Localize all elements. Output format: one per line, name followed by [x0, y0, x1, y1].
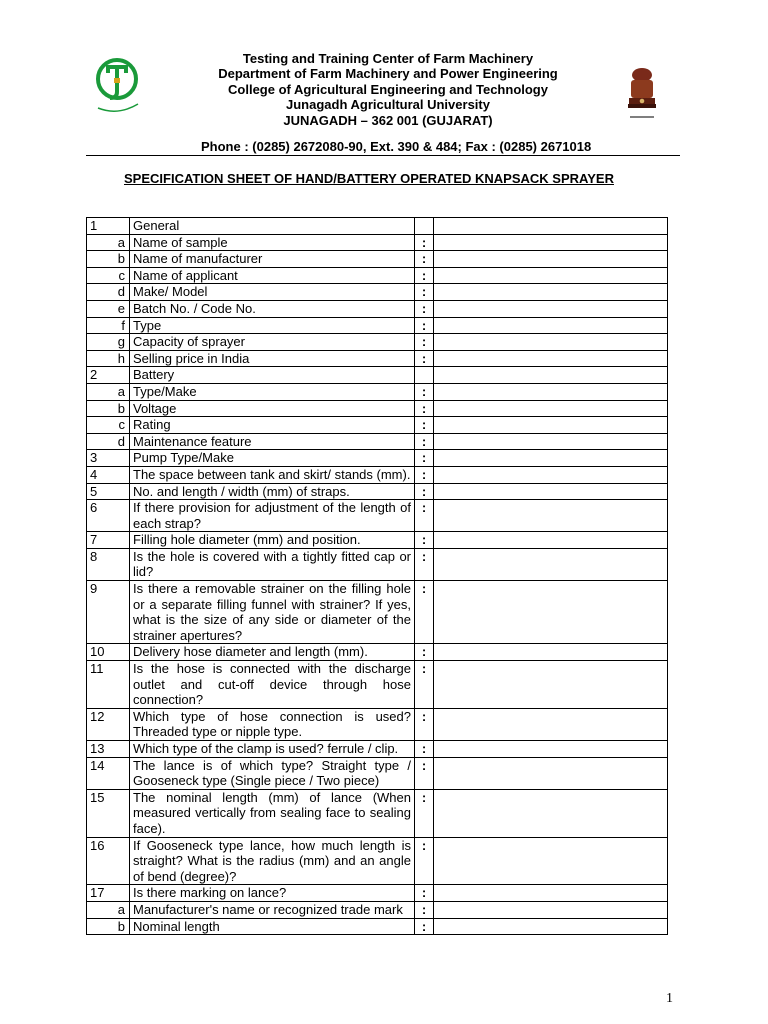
item-number: a	[87, 234, 130, 251]
value-cell[interactable]	[434, 433, 668, 450]
value-cell[interactable]	[434, 466, 668, 483]
separator-colon: :	[415, 708, 434, 740]
separator-colon: :	[415, 885, 434, 902]
item-description: Pump Type/Make	[130, 450, 415, 467]
item-description: Make/ Model	[130, 284, 415, 301]
item-description: Battery	[130, 367, 415, 384]
item-number: 9	[87, 581, 130, 644]
item-description: General	[130, 218, 415, 235]
table-row	[87, 317, 668, 334]
separator-colon: :	[415, 757, 434, 789]
item-number: f	[87, 317, 130, 334]
value-cell[interactable]	[434, 218, 668, 235]
value-cell[interactable]	[434, 383, 668, 400]
item-description: Nominal length	[130, 918, 415, 935]
item-number: c	[87, 417, 130, 434]
item-description: The space between tank and skirt/ stands (mm).	[130, 466, 415, 483]
university-logo-icon	[94, 56, 142, 118]
separator-colon: :	[415, 483, 434, 500]
table-row	[87, 350, 668, 367]
item-number: d	[87, 284, 130, 301]
item-number: 8	[87, 548, 130, 580]
table-row	[87, 267, 668, 284]
national-emblem-icon	[622, 63, 662, 125]
separator-colon: :	[415, 581, 434, 644]
table-row	[87, 500, 668, 532]
separator-colon: :	[415, 644, 434, 661]
separator-colon: :	[415, 548, 434, 580]
separator-colon: :	[415, 918, 434, 935]
table-row	[87, 334, 668, 351]
item-number: h	[87, 350, 130, 367]
page-number: 1	[666, 991, 673, 1006]
item-description: Filling hole diameter (mm) and position.	[130, 532, 415, 549]
contact-line: Phone : (0285) 2672080-90, Ext. 390 & 484; Fax : (0285) 2671018	[201, 139, 592, 154]
item-number: 3	[87, 450, 130, 467]
value-cell[interactable]	[434, 757, 668, 789]
value-cell[interactable]	[434, 708, 668, 740]
separator-colon: :	[415, 901, 434, 918]
table-row	[87, 251, 668, 268]
header-line: Testing and Training Center of Farm Machinery	[242, 51, 534, 66]
item-description: Capacity of sprayer	[130, 334, 415, 351]
table-row	[87, 300, 668, 317]
table-row	[87, 532, 668, 549]
value-cell[interactable]	[434, 417, 668, 434]
item-description: Type	[130, 317, 415, 334]
item-description: Name of manufacturer	[130, 251, 415, 268]
table-row	[87, 885, 668, 902]
institution-header	[150, 51, 626, 128]
separator-colon: :	[415, 267, 434, 284]
separator-colon: :	[415, 450, 434, 467]
item-number: a	[87, 383, 130, 400]
item-number: 13	[87, 741, 130, 758]
item-description: Name of sample	[130, 234, 415, 251]
specification-table	[86, 217, 668, 935]
separator-colon: :	[415, 334, 434, 351]
value-cell[interactable]	[434, 300, 668, 317]
value-cell[interactable]	[434, 741, 668, 758]
value-cell[interactable]	[434, 334, 668, 351]
item-description: The nominal length (mm) of lance (When measured vertically from sealing face to sealing face).	[130, 789, 415, 837]
table-row	[87, 367, 668, 384]
item-description: Is the hole is covered with a tightly fitted cap or lid?	[130, 548, 415, 580]
separator-colon: :	[415, 466, 434, 483]
value-cell[interactable]	[434, 901, 668, 918]
item-number: b	[87, 400, 130, 417]
item-description: Is the hose is connected with the discharge outlet and cut-off device through hose connection?	[130, 661, 415, 709]
item-description: Selling price in India	[130, 350, 415, 367]
value-cell[interactable]	[434, 661, 668, 709]
item-number: d	[87, 433, 130, 450]
separator-colon: :	[415, 383, 434, 400]
item-number: 6	[87, 500, 130, 532]
value-cell[interactable]	[434, 367, 668, 384]
item-number: e	[87, 300, 130, 317]
item-number: a	[87, 901, 130, 918]
item-description: Maintenance feature	[130, 433, 415, 450]
value-cell[interactable]	[434, 251, 668, 268]
table-row	[87, 837, 668, 885]
item-description: Batch No. / Code No.	[130, 300, 415, 317]
table-row	[87, 284, 668, 301]
item-description: Manufacturer's name or recognized trade mark	[130, 901, 415, 918]
value-cell[interactable]	[434, 350, 668, 367]
item-number: g	[87, 334, 130, 351]
header-line: College of Agricultural Engineering and Technology	[228, 81, 548, 97]
table-row	[87, 741, 668, 758]
separator-colon: :	[415, 400, 434, 417]
header-divider	[86, 155, 680, 156]
separator-colon: :	[415, 741, 434, 758]
item-description: Which type of the clamp is used? ferrule / clip.	[130, 741, 415, 758]
item-number: c	[87, 267, 130, 284]
table-row	[87, 548, 668, 580]
item-number: 10	[87, 644, 130, 661]
item-description: Name of applicant	[130, 267, 415, 284]
value-cell[interactable]	[434, 548, 668, 580]
item-description: Type/Make	[130, 383, 415, 400]
item-number: 4	[87, 466, 130, 483]
item-description: The lance is of which type? Straight type / Gooseneck type (Single piece / Two piece)	[130, 757, 415, 789]
separator-colon	[415, 218, 434, 235]
table-row	[87, 708, 668, 740]
item-description: If there provision for adjustment of the length of each strap?	[130, 500, 415, 532]
separator-colon: :	[415, 532, 434, 549]
separator-colon: :	[415, 837, 434, 885]
table-row	[87, 400, 668, 417]
value-cell[interactable]	[434, 885, 668, 902]
value-cell[interactable]	[434, 918, 668, 935]
table-row	[87, 644, 668, 661]
table-row	[87, 661, 668, 709]
item-description: Which type of hose connection is used? Threaded type or nipple type.	[130, 708, 415, 740]
item-description: Is there a removable strainer on the filling hole or a separate filling funnel with strainer? If yes, what is the size of any side or diameter of the strainer apertures?	[130, 581, 415, 644]
value-cell[interactable]	[434, 532, 668, 549]
table-row	[87, 483, 668, 500]
separator-colon: :	[415, 317, 434, 334]
value-cell[interactable]	[434, 789, 668, 837]
header-line: Junagadh Agricultural University	[286, 97, 490, 113]
item-number: 5	[87, 483, 130, 500]
item-number: 11	[87, 661, 130, 709]
separator-colon: :	[415, 234, 434, 251]
separator-colon: :	[415, 284, 434, 301]
item-description: No. and length / width (mm) of straps.	[130, 483, 415, 500]
item-number: 16	[87, 837, 130, 885]
table-row	[87, 433, 668, 450]
table-row	[87, 234, 668, 251]
separator-colon: :	[415, 661, 434, 709]
value-cell[interactable]	[434, 317, 668, 334]
separator-colon: :	[415, 350, 434, 367]
value-cell[interactable]	[434, 581, 668, 644]
item-number: b	[87, 251, 130, 268]
value-cell[interactable]	[434, 234, 668, 251]
item-number: 14	[87, 757, 130, 789]
separator-colon: :	[415, 300, 434, 317]
table-row	[87, 581, 668, 644]
table-row	[87, 450, 668, 467]
item-number: 2	[87, 367, 130, 384]
table-row	[87, 218, 668, 235]
separator-colon	[415, 367, 434, 384]
item-description: Is there marking on lance?	[130, 885, 415, 902]
item-description: Delivery hose diameter and length (mm).	[130, 644, 415, 661]
value-cell[interactable]	[434, 284, 668, 301]
value-cell[interactable]	[434, 267, 668, 284]
item-description: Rating	[130, 417, 415, 434]
item-number: b	[87, 918, 130, 935]
separator-colon: :	[415, 417, 434, 434]
value-cell[interactable]	[434, 400, 668, 417]
table-row	[87, 466, 668, 483]
item-number: 1	[87, 218, 130, 235]
value-cell[interactable]	[434, 837, 668, 885]
separator-colon: :	[415, 789, 434, 837]
item-description: If Gooseneck type lance, how much length is straight? What is the radius (mm) and an angle of bend (degree)?	[130, 837, 415, 885]
table-row	[87, 901, 668, 918]
value-cell[interactable]	[434, 500, 668, 532]
table-row	[87, 757, 668, 789]
item-number: 7	[87, 532, 130, 549]
table-row	[87, 789, 668, 837]
table-row	[87, 417, 668, 434]
header-line: Department of Farm Machinery and Power Engineering	[218, 66, 558, 82]
document-title: SPECIFICATION SHEET OF HAND/BATTERY OPERATED KNAPSACK SPRAYER	[124, 171, 614, 186]
value-cell[interactable]	[434, 483, 668, 500]
header-line: JUNAGADH – 362 001 (GUJARAT)	[283, 112, 493, 128]
value-cell[interactable]	[434, 644, 668, 661]
table-row	[87, 383, 668, 400]
separator-colon: :	[415, 433, 434, 450]
separator-colon: :	[415, 251, 434, 268]
item-number: 17	[87, 885, 130, 902]
table-row	[87, 918, 668, 935]
value-cell[interactable]	[434, 450, 668, 467]
item-description: Voltage	[130, 400, 415, 417]
item-number: 15	[87, 789, 130, 837]
item-number: 12	[87, 708, 130, 740]
separator-colon: :	[415, 500, 434, 532]
